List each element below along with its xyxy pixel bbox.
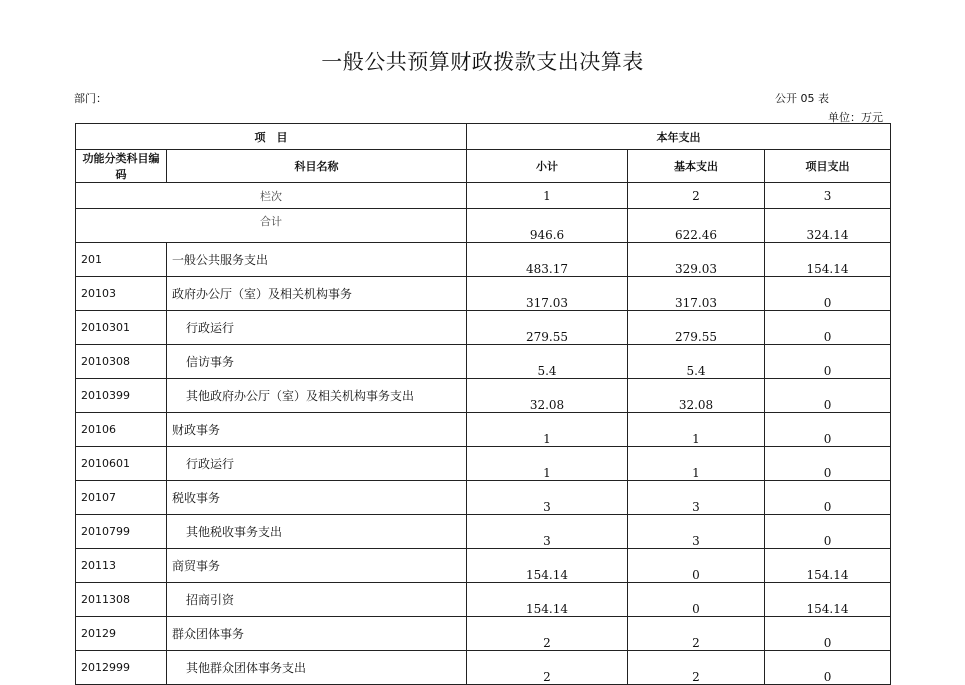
row-code: 20113 [76,549,167,583]
header-current-year: 本年支出 [467,124,891,150]
row-name: 其他税收事务支出 [167,515,467,549]
row-basic: 0 [628,583,765,617]
column-number-3: 3 [765,183,891,209]
row-code: 2012999 [76,651,167,685]
header-item: 项 目 [76,124,467,150]
row-code: 201 [76,243,167,277]
row-basic: 329.03 [628,243,765,277]
total-row [76,209,891,243]
row-project: 0 [765,651,891,685]
table-row [76,481,891,515]
table-row [76,651,891,685]
row-subtotal: 483.17 [467,243,628,277]
row-subtotal: 3 [467,515,628,549]
row-name: 财政事务 [167,413,467,447]
total-subtotal: 946.6 [467,209,628,243]
table-row [76,277,891,311]
row-basic: 3 [628,481,765,515]
row-name: 信访事务 [167,345,467,379]
row-code: 2010308 [76,345,167,379]
row-code: 2010301 [76,311,167,345]
row-basic: 5.4 [628,345,765,379]
row-basic: 2 [628,651,765,685]
row-code: 20107 [76,481,167,515]
row-basic: 317.03 [628,277,765,311]
header-row-columns [76,150,891,183]
row-subtotal: 3 [467,481,628,515]
row-basic: 279.55 [628,311,765,345]
table-row [76,345,891,379]
row-code: 2010799 [76,515,167,549]
total-label: 合计 [76,209,467,243]
column-number-row [76,183,891,209]
table-row [76,447,891,481]
department-label: 部门： [74,92,107,105]
header-row-top [76,124,891,150]
header-name: 科目名称 [167,150,467,183]
row-subtotal: 279.55 [467,311,628,345]
table-row [76,311,891,345]
row-name: 商贸事务 [167,549,467,583]
row-basic: 32.08 [628,379,765,413]
column-number-1: 1 [467,183,628,209]
row-code: 20129 [76,617,167,651]
row-subtotal: 154.14 [467,583,628,617]
table-row [76,515,891,549]
row-subtotal: 5.4 [467,345,628,379]
row-project: 0 [765,277,891,311]
row-project: 0 [765,379,891,413]
total-project: 324.14 [765,209,891,243]
row-project: 0 [765,345,891,379]
column-number-2: 2 [628,183,765,209]
row-subtotal: 2 [467,617,628,651]
header-code: 功能分类科目编码 [76,150,167,183]
form-number: 公开 05 表 [775,92,829,105]
row-name: 税收事务 [167,481,467,515]
row-name: 一般公共服务支出 [167,243,467,277]
row-name: 招商引资 [167,583,467,617]
row-name: 行政运行 [167,311,467,345]
row-project: 0 [765,617,891,651]
row-project: 154.14 [765,583,891,617]
row-subtotal: 1 [467,447,628,481]
row-project: 154.14 [765,243,891,277]
expenditure-table [75,123,891,685]
row-project: 154.14 [765,549,891,583]
row-subtotal: 32.08 [467,379,628,413]
row-project: 0 [765,481,891,515]
row-code: 20106 [76,413,167,447]
row-basic: 1 [628,413,765,447]
row-basic: 1 [628,447,765,481]
page-title: 一般公共预算财政拨款支出决算表 [321,50,644,74]
row-subtotal: 1 [467,413,628,447]
table-row [76,243,891,277]
row-name: 其他政府办公厅（室）及相关机构事务支出 [167,379,467,413]
table-row [76,617,891,651]
total-basic: 622.46 [628,209,765,243]
row-basic: 2 [628,617,765,651]
column-number-label: 栏次 [76,183,467,209]
row-subtotal: 317.03 [467,277,628,311]
row-basic: 0 [628,549,765,583]
row-name: 其他群众团体事务支出 [167,651,467,685]
row-code: 2010399 [76,379,167,413]
row-code: 20103 [76,277,167,311]
row-code: 2010601 [76,447,167,481]
table-row [76,413,891,447]
row-subtotal: 2 [467,651,628,685]
row-project: 0 [765,413,891,447]
table-row [76,583,891,617]
row-code: 2011308 [76,583,167,617]
row-name: 群众团体事务 [167,617,467,651]
row-basic: 3 [628,515,765,549]
header-project: 项目支出 [765,150,891,183]
unit-label: 单位：万元 [828,111,883,124]
table-row [76,549,891,583]
table-row [76,379,891,413]
header-basic: 基本支出 [628,150,765,183]
header-subtotal: 小计 [467,150,628,183]
row-project: 0 [765,447,891,481]
row-name: 行政运行 [167,447,467,481]
row-project: 0 [765,311,891,345]
row-name: 政府办公厅（室）及相关机构事务 [167,277,467,311]
row-subtotal: 154.14 [467,549,628,583]
row-project: 0 [765,515,891,549]
